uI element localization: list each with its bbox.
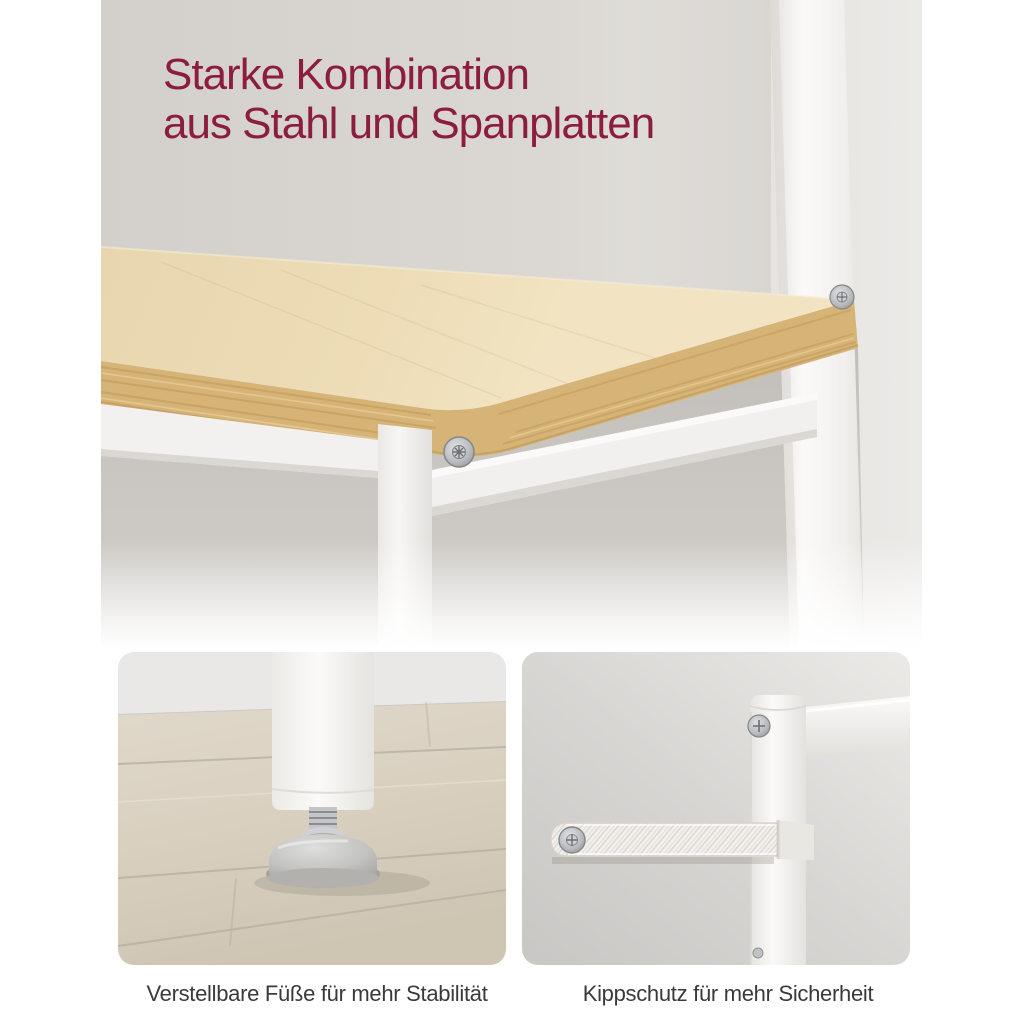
title-line-1: Starke Kombination [163,50,529,99]
caption-adjustable-feet: Verstellbare Füße für mehr Stabilität [146,981,488,1006]
screw-icon [830,285,854,309]
adjustable-foot-scene [118,652,506,965]
caption-anti-tip: Kippschutz für mehr Sicherheit [582,981,874,1006]
anti-tip-strap-scene [522,652,910,965]
inset-anti-tip-strap-photo [522,652,910,965]
screw-icon [753,948,763,958]
inset-adjustable-foot-photo [118,652,506,965]
screw-icon [444,437,474,467]
photo-bottom-fade [101,540,922,650]
adjustable-foot [266,834,380,888]
title-line-2: aus Stahl und Spanplatten [163,99,655,148]
page-title [163,50,654,148]
screw-icon [748,715,770,737]
wall-background [522,652,910,965]
screw-icon [559,827,585,853]
table-leg [272,652,374,810]
